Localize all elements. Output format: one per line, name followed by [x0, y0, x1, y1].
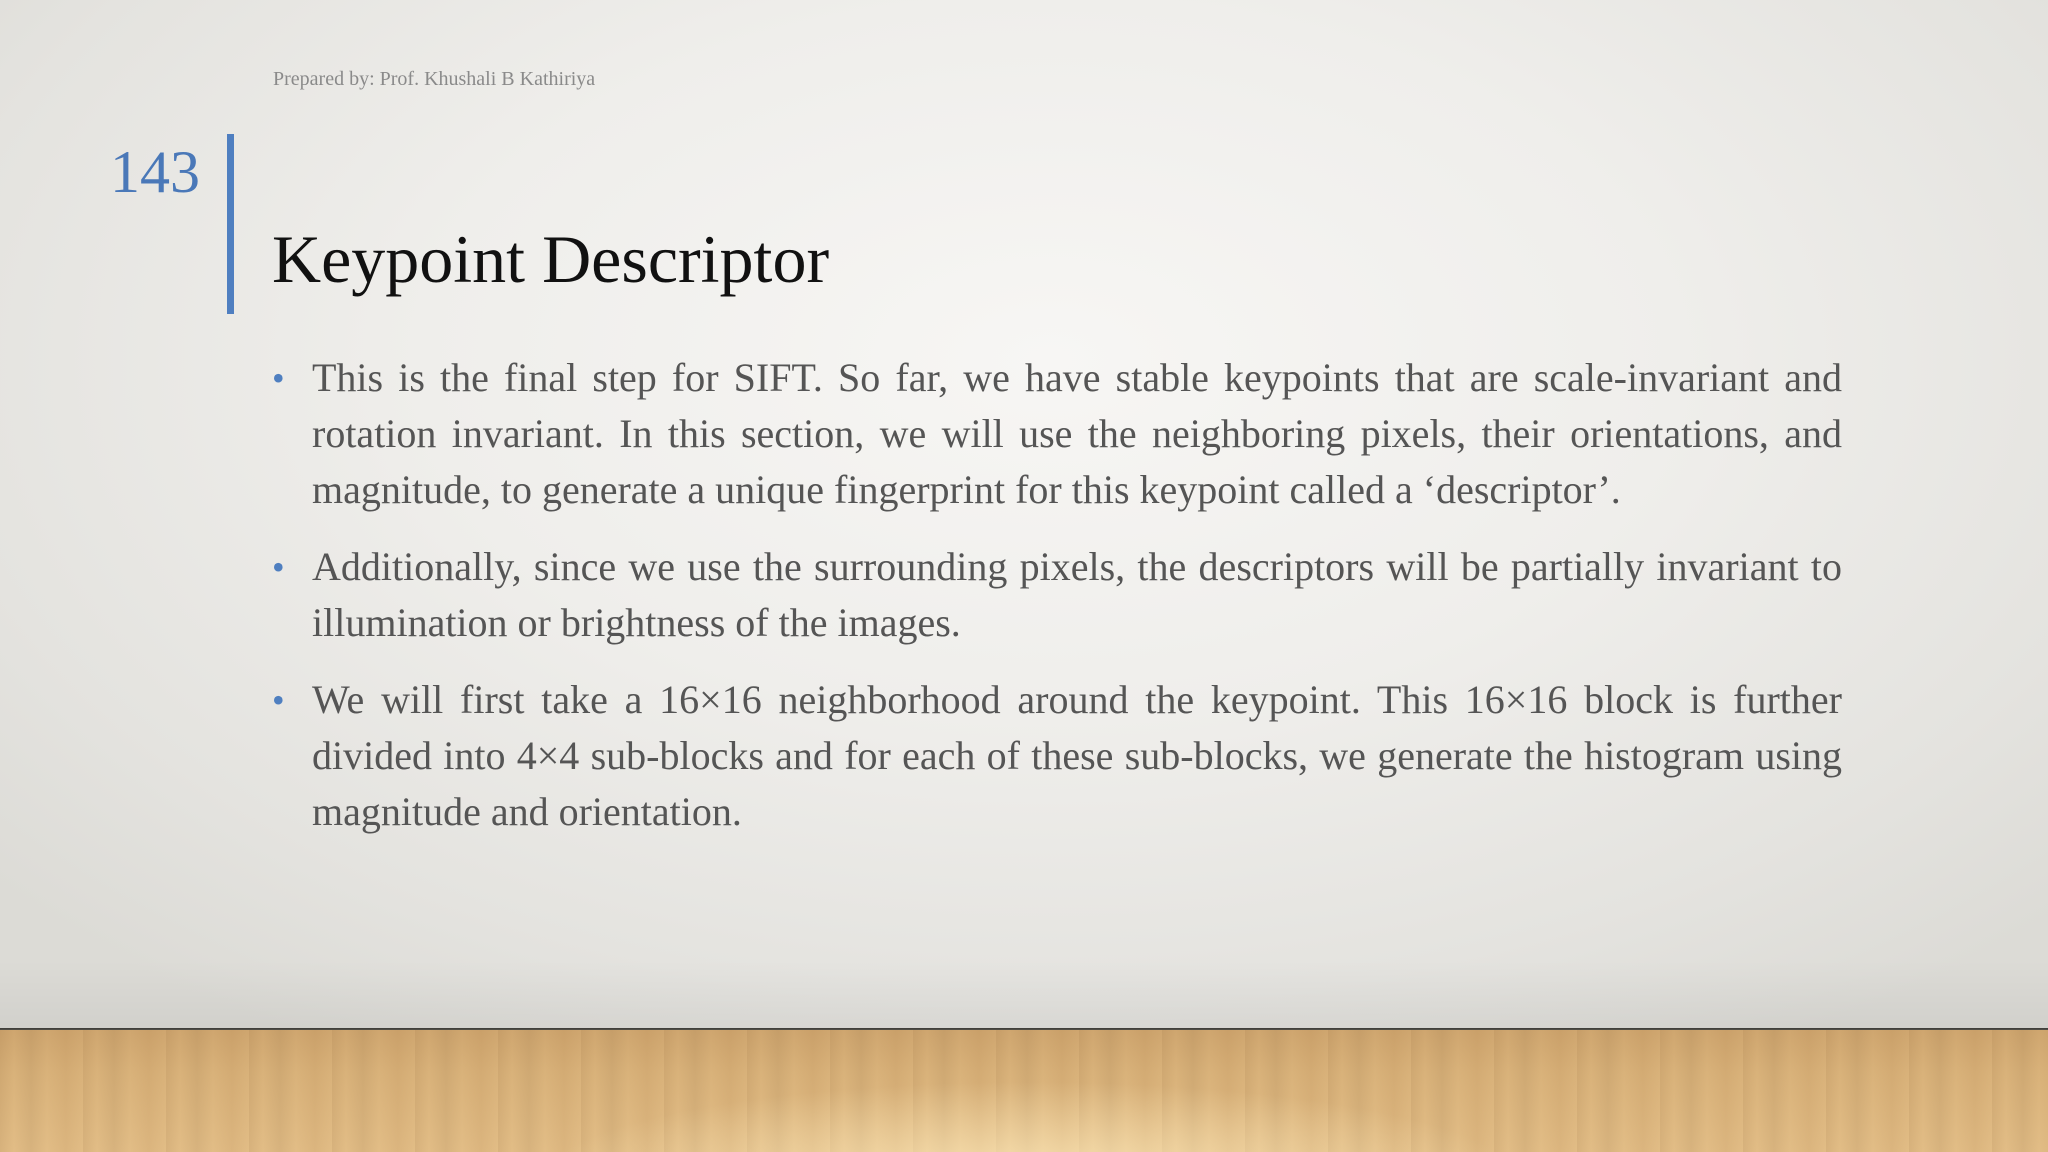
- bullet-dot-icon: •: [272, 680, 285, 720]
- bullet-dot-icon: •: [272, 547, 285, 587]
- bullet-item: [272, 539, 1842, 651]
- bullet-item: [272, 350, 1842, 518]
- bullet-item: [272, 672, 1842, 840]
- bullet-list: [272, 350, 1842, 861]
- slide-number: 143: [110, 139, 200, 205]
- prepared-by-text: Prepared by: Prof. Khushali B Kathiriya: [273, 68, 596, 90]
- wood-floor: [0, 1030, 2048, 1152]
- bullet-text: This is the final step for SIFT. So far, we have stable keypoints that are scale-invariant and rotation invariant. In this section, we will use the neighboring pixels, their orientations, and magnitude, to generate a unique fingerprint for this keypoint called a ‘descriptor’.: [312, 355, 1842, 512]
- wall-shadow: [0, 960, 2048, 1032]
- bullet-text: We will first take a 16×16 neighborhood around the keypoint. This 16×16 block is further divided into 4×4 sub-blocks and for each of these sub-blocks, we generate the histogram using magnitude and orientation.: [312, 677, 1842, 834]
- bullet-text: Additionally, since we use the surrounding pixels, the descriptors will be partially invariant to illumination or brightness of the images.: [312, 544, 1842, 645]
- bullet-dot-icon: •: [272, 358, 285, 398]
- title-accent-bar: [227, 134, 234, 314]
- slide-title: Keypoint Descriptor: [272, 221, 830, 297]
